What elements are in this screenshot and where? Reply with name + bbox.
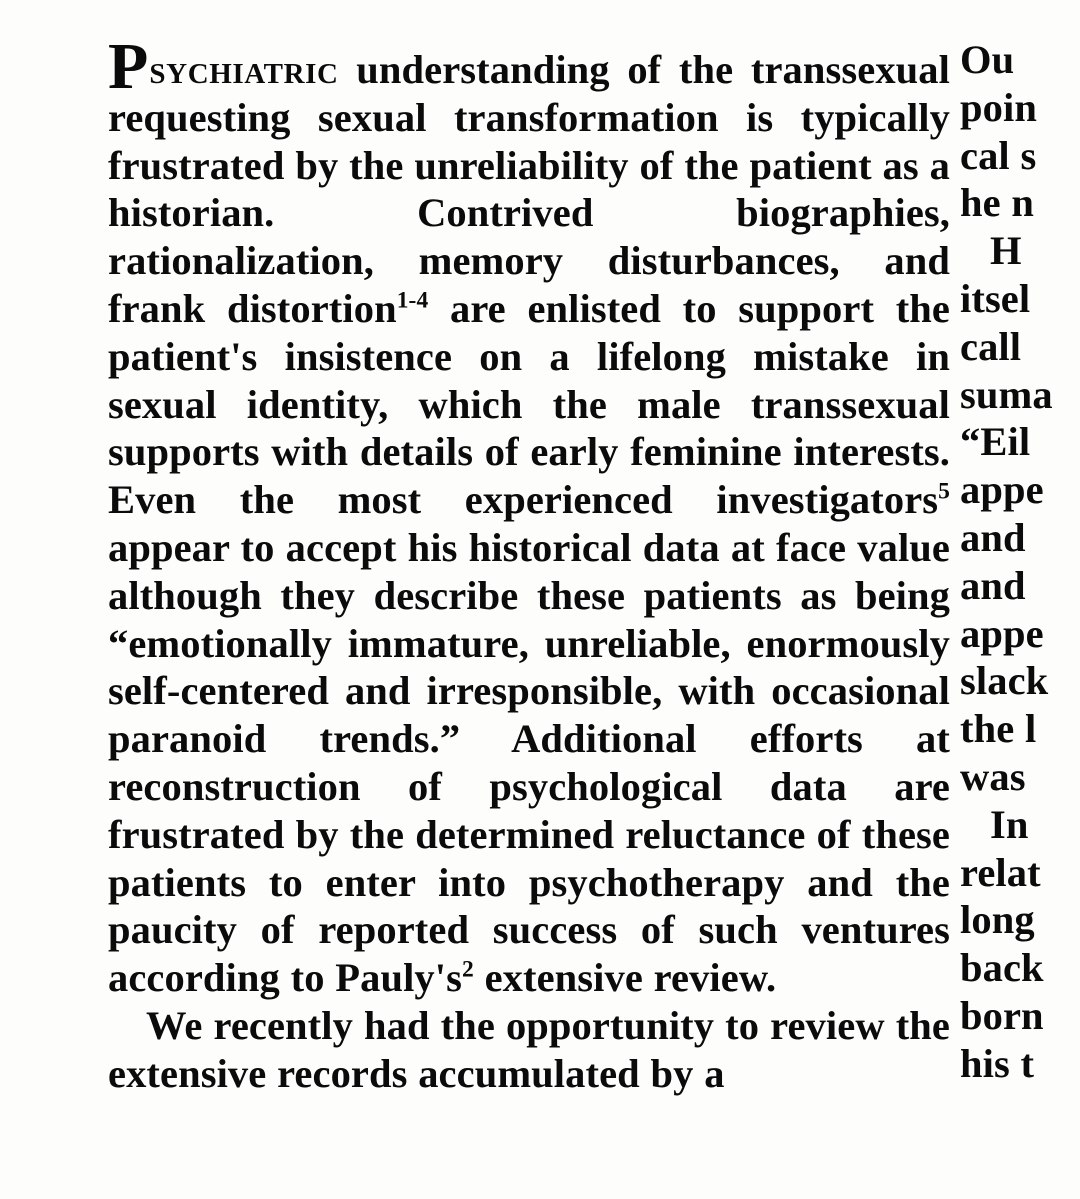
paragraph-text-part-1: understanding of the transsexual requesting sexual transformation is typically frustrated by the unreliability of the patient as a historian. Contrived biographies, rationalization, memory disturbances, and frank distortion bbox=[108, 47, 950, 331]
right-column-line bbox=[960, 705, 1080, 753]
right-column-line bbox=[960, 466, 1080, 514]
right-column-line bbox=[960, 896, 1080, 944]
right-column-line bbox=[960, 36, 1080, 84]
right-column-line bbox=[960, 753, 1080, 801]
right-column-line bbox=[960, 610, 1080, 658]
left-column bbox=[0, 30, 960, 1098]
paragraph-opening bbox=[108, 30, 950, 1002]
right-line-10: and bbox=[960, 514, 1026, 560]
right-column-line bbox=[960, 944, 1080, 992]
right-column-line bbox=[960, 323, 1080, 371]
right-column-line bbox=[960, 562, 1080, 610]
right-line-3: he n bbox=[960, 180, 1035, 226]
right-line-18: long bbox=[960, 897, 1035, 943]
paragraph-text-part-2: are enlisted to support the patient's insistence on a lifelong mistake in sexual identity, which the male transsexual supports with details of early feminine interests. Even the most experienced investigators bbox=[108, 285, 950, 523]
right-line-14: the l bbox=[960, 706, 1037, 752]
right-line-21: his t bbox=[960, 1040, 1035, 1086]
paragraph-text-part-4: extensive review. bbox=[473, 955, 777, 1001]
right-column-line bbox=[960, 418, 1080, 466]
right-column-line bbox=[960, 179, 1080, 227]
right-column-line bbox=[960, 514, 1080, 562]
right-line-17: relat bbox=[960, 849, 1041, 895]
right-column-line bbox=[960, 84, 1080, 132]
right-line-20: born bbox=[960, 992, 1044, 1038]
right-line-8: “Eil bbox=[960, 419, 1031, 465]
right-column-clipped bbox=[960, 36, 1080, 1088]
right-column-line bbox=[960, 275, 1080, 323]
right-line-19: back bbox=[960, 945, 1044, 991]
right-line-9: appe bbox=[960, 467, 1044, 513]
right-line-7: suma bbox=[960, 371, 1053, 417]
paragraph-text-part-3: appear to accept his historical data at face value although they describe these patients as being “emotionally immature, unreliable, enormously self-centered and irresponsible, with occasional paranoid trends.” Additional efforts at reconstruction of psychological data are frustrated by the determined reluctance of these patients to enter into psychotherapy and the paucity of reported success of such ventures according to Pauly's bbox=[108, 524, 950, 1001]
paragraph-second: We recently had the opportunity to review the extensive records accumulated by a bbox=[108, 1002, 950, 1096]
opening-smallcaps: sychiatric bbox=[149, 46, 339, 92]
right-column-line bbox=[960, 1040, 1080, 1088]
right-line-1: poin bbox=[960, 84, 1037, 130]
right-column-line bbox=[960, 657, 1080, 705]
reference-marker-2[interactable]: 5 bbox=[938, 478, 950, 505]
drop-cap: P bbox=[108, 30, 149, 103]
right-line-6: call bbox=[960, 323, 1022, 369]
right-line-15: was bbox=[960, 753, 1026, 799]
two-column-body bbox=[0, 30, 1080, 1199]
right-column-line bbox=[960, 801, 1080, 849]
right-line-11: and bbox=[960, 562, 1026, 608]
right-line-13: slack bbox=[960, 658, 1049, 704]
right-line-2: cal s bbox=[960, 132, 1037, 178]
right-column-line bbox=[960, 227, 1080, 275]
right-line-16: In bbox=[990, 801, 1029, 847]
right-column-line bbox=[960, 371, 1080, 419]
right-line-0: Ou bbox=[960, 37, 1015, 82]
right-line-5: itsel bbox=[960, 275, 1031, 321]
right-column-line bbox=[960, 992, 1080, 1040]
right-column-line bbox=[960, 132, 1080, 180]
reference-marker-1[interactable]: 1-4 bbox=[396, 287, 429, 314]
reference-marker-3[interactable]: 2 bbox=[462, 956, 474, 983]
right-column-line bbox=[960, 849, 1080, 897]
right-line-12: appe bbox=[960, 610, 1044, 656]
right-line-4: H bbox=[990, 228, 1022, 274]
